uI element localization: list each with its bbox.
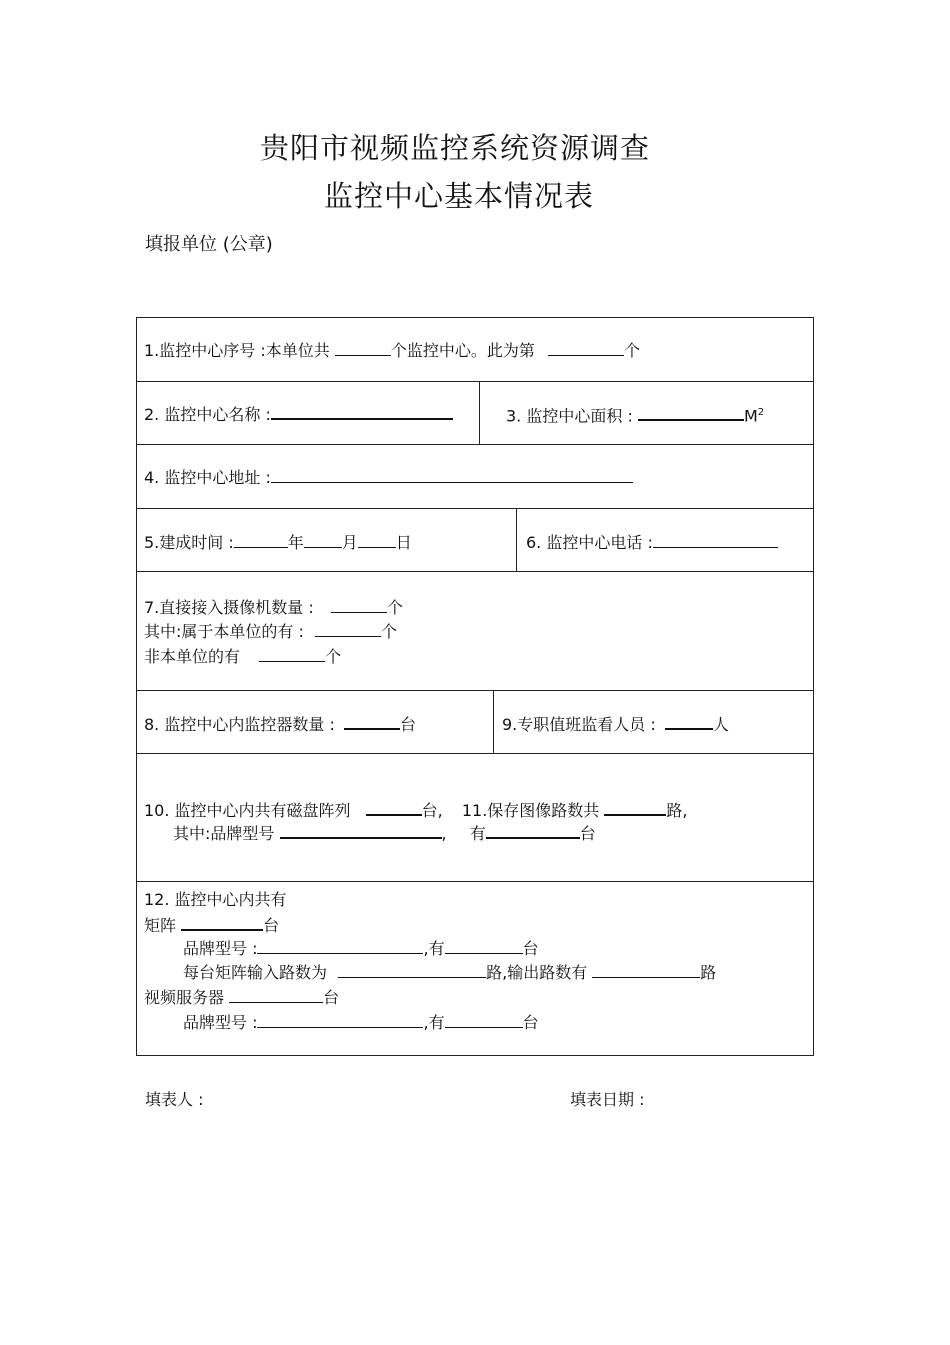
matrix-brand-blank[interactable] xyxy=(257,938,423,954)
center-area-label: 3. 监控中心面积 : xyxy=(506,406,633,426)
form-subtitle: 监控中心基本情况表 xyxy=(323,179,594,213)
sequence-mid-label: 个监控中心。此为第 xyxy=(390,341,535,360)
video-server-label: 视频服务器 xyxy=(144,988,225,1007)
center-address-blank[interactable] xyxy=(271,467,633,483)
other-camera-unit: 个 xyxy=(325,647,342,666)
reporting-unit-label: 填报单位 (公章) xyxy=(145,234,273,255)
disk-brand-have-label: 有 xyxy=(469,824,486,843)
matrix-brand-unit: 台 xyxy=(522,939,539,958)
matrix-brand-have-label: ,有 xyxy=(423,939,445,958)
year-label: 年 xyxy=(287,533,304,552)
area-unit: M xyxy=(743,406,758,426)
center-count-blank[interactable] xyxy=(335,340,391,356)
row-address xyxy=(137,445,813,509)
area-unit-superscript: 2 xyxy=(757,407,765,418)
stored-channels-unit: 路, xyxy=(666,801,688,820)
disk-brand-count-blank[interactable] xyxy=(486,822,580,839)
disk-array-label: 10. 监控中心内共有磁盘阵列 xyxy=(144,801,351,820)
other-camera-label: 非本单位的有 xyxy=(144,647,241,666)
day-label: 日 xyxy=(395,533,412,552)
disk-brand-blank[interactable] xyxy=(280,822,442,839)
video-server-unit: 台 xyxy=(323,988,340,1007)
camera-count-blank[interactable] xyxy=(331,597,387,613)
built-time-label: 5.建成时间 : xyxy=(144,533,234,552)
row-built-phone xyxy=(137,509,813,572)
monitor-count-label: 8. 监控中心内监控器数量 : xyxy=(144,715,335,734)
matrix-output-label: 路,输出路数有 xyxy=(486,963,588,982)
staff-count-blank[interactable] xyxy=(665,713,713,730)
disk-array-count-blank[interactable] xyxy=(366,799,422,816)
stored-channels-blank[interactable] xyxy=(604,799,666,816)
built-month-blank[interactable] xyxy=(304,532,342,548)
sequence-label: 1.监控中心序号 :本单位共 xyxy=(144,341,330,360)
disk-brand-unit: 台 xyxy=(579,824,596,843)
disk-brand-comma: , xyxy=(441,824,447,843)
server-brand-label: 品牌型号 : xyxy=(183,1013,258,1032)
row-disk-array xyxy=(137,754,813,882)
center-phone-blank[interactable] xyxy=(653,532,778,548)
stored-channels-label: 11.保存图像路数共 xyxy=(461,801,600,820)
monitor-count-unit: 台 xyxy=(399,715,416,734)
center-phone-label: 6. 监控中心电话 : xyxy=(526,533,653,552)
own-camera-unit: 个 xyxy=(380,622,397,641)
form-title: 贵阳市视频监控系统资源调查 xyxy=(259,131,650,165)
server-brand-count-blank[interactable] xyxy=(445,1012,523,1028)
server-brand-unit: 台 xyxy=(522,1013,539,1032)
center-name-label: 2. 监控中心名称 : xyxy=(144,405,271,424)
row-center-sequence xyxy=(137,318,813,382)
camera-count-label: 7.直接接入摄像机数量 : xyxy=(144,598,314,617)
staff-count-label: 9.专职值班监看人员 : xyxy=(502,715,656,734)
matrix-output-unit: 路 xyxy=(700,963,717,982)
disk-array-unit: 台, xyxy=(421,801,443,820)
matrix-input-blank[interactable] xyxy=(338,962,486,978)
own-camera-label: 其中:属于本单位的有 : xyxy=(144,622,304,641)
camera-count-unit: 个 xyxy=(386,598,403,617)
fill-date-label: 填表日期 : xyxy=(570,1090,645,1109)
disk-brand-label: 其中:品牌型号 xyxy=(173,824,275,843)
matrix-intro-label: 12. 监控中心内共有 xyxy=(144,890,287,909)
built-day-blank[interactable] xyxy=(358,532,396,548)
survey-form xyxy=(136,317,814,1056)
video-server-count-blank[interactable] xyxy=(229,987,323,1003)
row-camera-count xyxy=(137,572,813,691)
center-address-label: 4. 监控中心地址 : xyxy=(144,468,271,487)
matrix-brand-label: 品牌型号 : xyxy=(183,939,258,958)
built-year-blank[interactable] xyxy=(234,532,288,548)
monitor-count-blank[interactable] xyxy=(344,713,400,730)
server-brand-have-label: ,有 xyxy=(423,1013,445,1032)
month-label: 月 xyxy=(341,533,358,552)
row-matrix xyxy=(137,882,813,1055)
filler-label: 填表人 : xyxy=(145,1090,204,1109)
sequence-number-blank[interactable] xyxy=(548,340,624,356)
staff-count-unit: 人 xyxy=(712,715,729,734)
center-name-blank[interactable] xyxy=(271,403,453,420)
matrix-label: 矩阵 xyxy=(144,916,177,935)
matrix-unit: 台 xyxy=(263,916,280,935)
center-area-blank[interactable] xyxy=(638,404,744,421)
row-monitors-staff xyxy=(137,691,813,754)
matrix-input-label: 每台矩阵输入路数为 xyxy=(183,963,328,982)
matrix-count-blank[interactable] xyxy=(181,914,263,931)
matrix-brand-count-blank[interactable] xyxy=(445,938,523,954)
server-brand-blank[interactable] xyxy=(257,1012,423,1028)
matrix-output-blank[interactable] xyxy=(592,962,700,978)
own-camera-blank[interactable] xyxy=(315,621,381,637)
other-camera-blank[interactable] xyxy=(259,646,325,662)
sequence-unit: 个 xyxy=(623,341,640,360)
row-name-area xyxy=(137,382,813,445)
